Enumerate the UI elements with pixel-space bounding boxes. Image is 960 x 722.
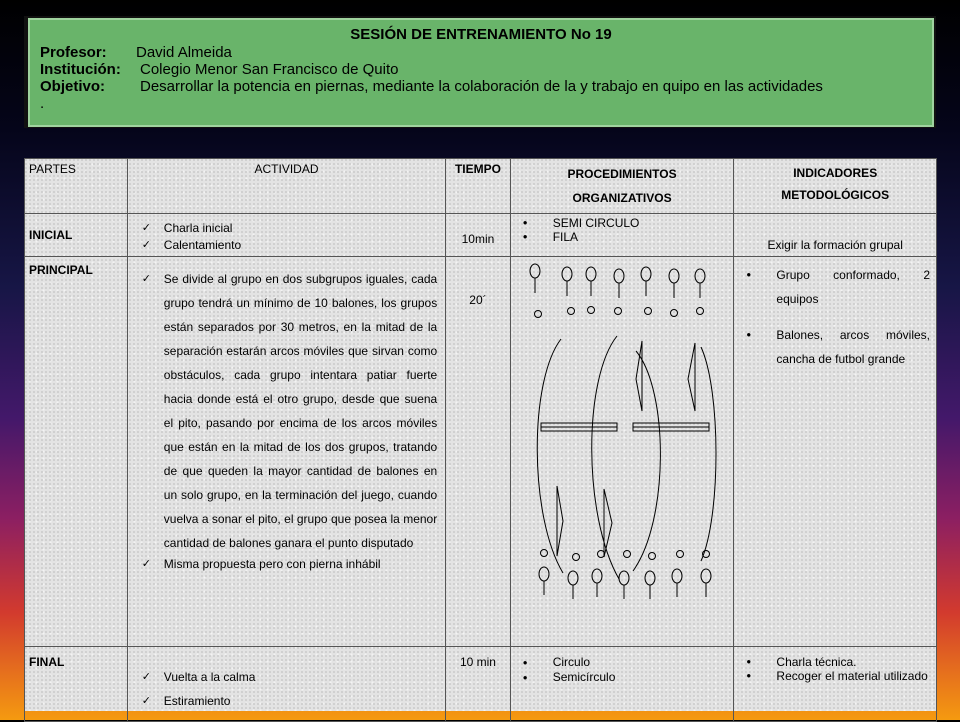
list-item: ● SEMI CIRCULO: [519, 216, 730, 230]
player-icon: [641, 267, 651, 281]
kick-trajectory-curve: [701, 347, 716, 561]
col-procedimientos-line2: ORGANIZATIVOS: [572, 191, 672, 205]
list-item: ✓ Estiramiento: [138, 689, 441, 713]
drill-diagram: [511, 261, 721, 606]
principal-actividad-texto: ✓ Se divide al grupo en dos subgrupos iguales, cada grupo tendrá un mínimo de 10 balones, los grupos están separados por 30 metros, en la mitad de la separación estarán arcos móviles que sirvan como obstáculos, cada grupo intentara patiar fuerte hacia donde está el otro grupo, desde que suena el pito, pasando por encima de los arcos móviles que están en la mitad de los dos grupos, tratando de que queden la mayor cantidad de balones en un solo grupo, en la terminación del juego, cuando vuelva a sonar el pito, el grupo que posea la menor cantidad de balones ganara el punto disputado: [138, 267, 437, 555]
player-icon: [695, 269, 705, 283]
list-item: ● Recoger el material utilizado: [742, 669, 932, 683]
objetivo-row: [40, 78, 922, 95]
inicial-procedimientos: [510, 214, 734, 257]
ball-icon: [676, 551, 683, 558]
ball-icon: [696, 308, 703, 315]
list-item: ✓ Vuelta a la calma: [138, 665, 441, 689]
principal-indicadores: [734, 257, 937, 647]
profesor-row: [40, 44, 922, 61]
player-icon: [539, 567, 549, 581]
col-tiempo: TIEMPO: [446, 159, 510, 214]
col-procedimientos: [510, 159, 734, 214]
row-inicial: [25, 214, 937, 257]
col-indicadores: [734, 159, 937, 214]
list-item: ● Balones, arcos móviles, cancha de futbol grande: [742, 323, 930, 371]
ball-icon: [572, 554, 579, 561]
ball-icon: [614, 308, 621, 315]
ball-icon: [648, 553, 655, 560]
final-procedimientos: [510, 647, 734, 722]
player-icon: [586, 267, 596, 281]
session-table: [24, 158, 937, 722]
col-indicadores-line1: INDICADORES: [793, 166, 878, 180]
objetivo-value: Desarrollar la potencia en piernas, mediante la colaboración de la y trabajo en quipo en las actividades: [140, 78, 823, 95]
institucion-row: [40, 61, 922, 78]
final-tiempo: 10 min: [446, 647, 510, 722]
principal-diagram-cell: [510, 257, 734, 647]
ball-icon: [670, 310, 677, 317]
session-table-wrapper: [24, 158, 937, 711]
player-icon: [619, 571, 629, 585]
kick-trajectory-curve: [537, 339, 563, 573]
inicial-actividades: [127, 214, 445, 257]
institucion-value: Colegio Menor San Francisco de Quito: [140, 61, 399, 78]
table-header-row: [25, 159, 937, 214]
objetivo-label: Objetivo:: [40, 78, 106, 95]
col-partes: PARTES: [25, 159, 128, 214]
row-final: [25, 647, 937, 722]
col-indicadores-line2: METODOLÓGICOS: [781, 188, 890, 202]
col-actividad: ACTIVIDAD: [127, 159, 445, 214]
list-item: ● Circulo: [519, 655, 730, 670]
session-title: SESIÓN DE ENTRENAMIENTO No 19: [350, 26, 612, 43]
principal-tiempo: 20´: [446, 257, 510, 647]
player-icon: [701, 569, 711, 583]
list-item: ● Semicírculo: [519, 670, 730, 685]
list-item: ● Charla técnica.: [742, 655, 932, 669]
arrow-head-icon: [688, 343, 695, 411]
inicial-indicador: Exigir la formación grupal: [734, 214, 937, 257]
player-icon: [592, 569, 602, 583]
ball-icon: [597, 551, 604, 558]
final-actividades: [127, 647, 445, 722]
inicial-parte: INICIAL: [25, 214, 128, 257]
list-item: ● Grupo conformado, 2 equipos: [742, 263, 930, 311]
session-header: [28, 18, 934, 127]
principal-parte: PRINCIPAL: [25, 257, 128, 647]
player-icon: [530, 264, 540, 278]
final-parte: FINAL: [25, 647, 128, 722]
player-icon: [645, 571, 655, 585]
institucion-label: Institución:: [40, 61, 121, 78]
list-item: ✓ Charla inicial: [138, 220, 441, 237]
ball-icon: [623, 551, 630, 558]
player-icon: [672, 569, 682, 583]
player-icon: [669, 269, 679, 283]
ball-icon: [534, 311, 541, 318]
profesor-value: David Almeida: [136, 44, 232, 61]
ball-icon: [540, 550, 547, 557]
arrow-head-icon: [557, 486, 563, 556]
principal-actividad-extra: ✓ Misma propuesta pero con pierna inhábil: [138, 555, 437, 573]
inicial-tiempo: 10min: [446, 214, 510, 257]
principal-actividad: [127, 257, 445, 647]
ball-icon: [567, 308, 574, 315]
header-trailing: .: [40, 95, 45, 112]
player-icon: [614, 269, 624, 283]
player-icon: [568, 571, 578, 585]
kick-trajectory-curve: [591, 336, 618, 579]
list-item: ● FILA: [519, 230, 730, 244]
player-icon: [562, 267, 572, 281]
ball-icon: [644, 308, 651, 315]
profesor-label: Profesor:: [40, 44, 107, 61]
ball-icon: [587, 307, 594, 314]
col-procedimientos-line1: PROCEDIMIENTOS: [567, 167, 677, 181]
final-indicadores: [734, 647, 937, 722]
row-principal: [25, 257, 937, 647]
list-item: ✓ Calentamiento: [138, 237, 441, 254]
